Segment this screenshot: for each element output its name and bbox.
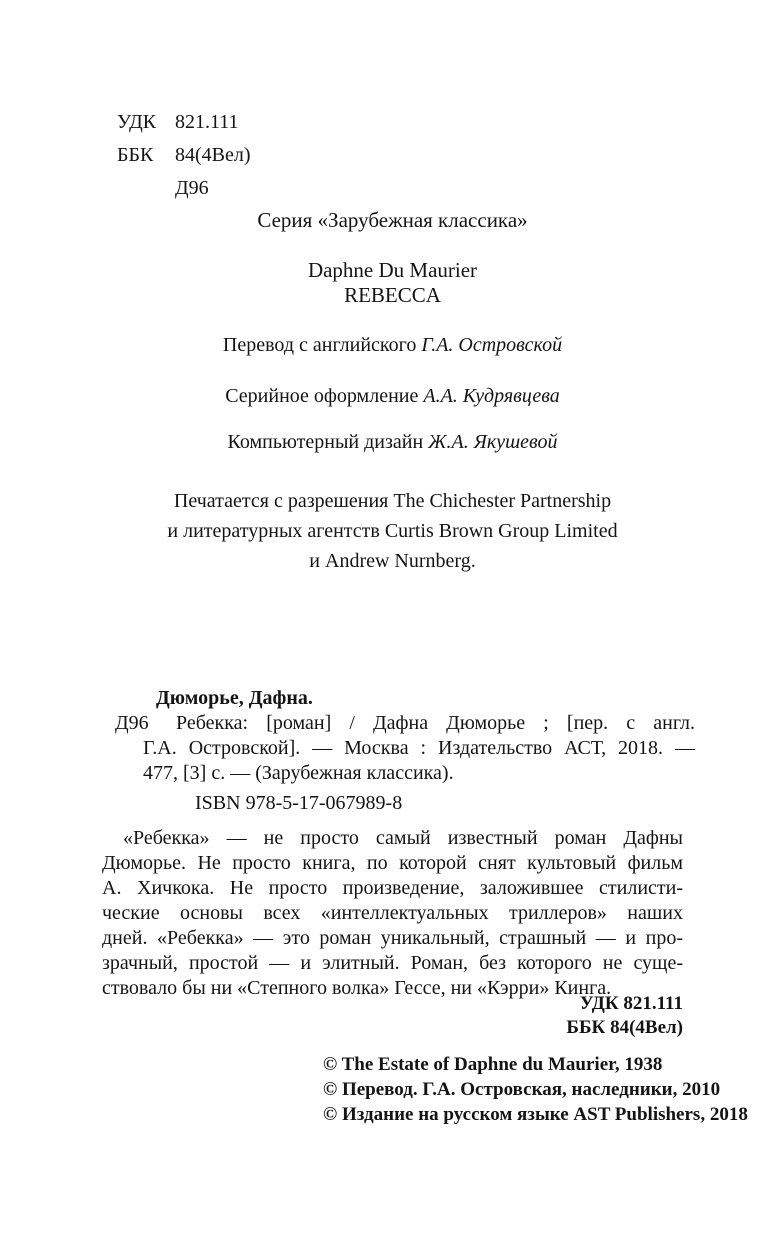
bbk-bottom: ББК 84(4Вел) <box>566 1017 683 1038</box>
series-design-credit <box>102 385 683 408</box>
permission-line: и литературных агентств Curtis Brown Group Limited <box>167 520 618 542</box>
udk-label: УДК <box>117 111 157 133</box>
bib-author-heading: Дюморье, Дафна. <box>156 687 313 709</box>
series-designer-name: А.А. Кудрявцева <box>423 385 560 407</box>
translation-credit-prefix: Перевод с английского <box>222 334 422 356</box>
isbn-line: ISBN 978-5-17-067989-8 <box>195 792 403 814</box>
annotation-line: ческие основы всех «интеллектуальных триллеров» наших <box>102 902 683 924</box>
author-sign-line <box>117 172 251 205</box>
udk-bottom: УДК 821.111 <box>579 993 683 1014</box>
annotation-line: дней. «Ребекка» — это роман уникальный, страшный — и про- <box>102 927 683 949</box>
bib-line: 477, [3] с. — (Зарубежная классика). <box>143 762 454 784</box>
udk-value: 821.111 <box>175 111 239 133</box>
permission-line: и Andrew Nurnberg. <box>309 550 476 572</box>
copyright-line: © Перевод. Г.А. Островская, наследники, 2010 <box>323 1079 721 1100</box>
original-title-block <box>102 258 683 308</box>
annotation-line: А. Хичкока. Не просто произведение, заложившее стилисти- <box>102 877 683 899</box>
translation-credit <box>102 334 683 357</box>
series-design-prefix: Серийное оформление <box>225 385 424 407</box>
bib-line: Г.А. Островской]. — Москва : Издательство АСТ, 2018. — <box>143 737 695 759</box>
copyright-line: © The Estate of Daphne du Maurier, 1938 <box>323 1054 663 1075</box>
bbk-line <box>117 139 251 172</box>
bib-line: Ребекка: [роман] / Дафна Дюморье ; [пер. с англ. <box>176 712 695 734</box>
computer-design-credit <box>102 431 683 454</box>
author-sign: Д96 <box>175 177 209 199</box>
copyright-block <box>323 1052 748 1127</box>
series-line: Серия «Зарубежная классика» <box>257 208 528 232</box>
annotation-line: «Ребекка» — не просто самый известный роман Дафны <box>123 827 683 849</box>
udk-line <box>117 106 251 139</box>
permission-notice <box>102 486 683 576</box>
original-author: Daphne Du Maurier <box>307 258 478 282</box>
annotation-line: ствовало бы ни «Степного волка» Гессе, ни «Кэрри» Кинга. <box>102 977 612 999</box>
annotation-paragraph <box>102 826 683 1001</box>
translator-name: Г.А. Островской <box>421 334 563 356</box>
annotation-line: Дюморье. Не просто книга, по которой снят культовый фильм <box>102 852 683 874</box>
computer-design-prefix: Компьютерный дизайн <box>227 431 429 453</box>
bbk-label: ББК <box>117 144 154 166</box>
copyright-line: © Издание на русском языке AST Publishers, 2018 <box>323 1104 748 1125</box>
computer-designer-name: Ж.А. Якушевой <box>428 431 558 453</box>
annotation-line: зрачный, простой — и элитный. Роман, без которого не суще- <box>102 952 683 974</box>
bib-author-sign: Д96 <box>115 712 149 734</box>
permission-line: Печатается с разрешения The Chichester Partnership <box>173 490 612 512</box>
original-title: REBECCA <box>344 283 441 307</box>
classification-bottom-block <box>102 992 683 1040</box>
bibliographic-record <box>115 686 695 816</box>
bbk-value: 84(4Вел) <box>175 144 251 166</box>
classification-top-block <box>117 106 251 205</box>
